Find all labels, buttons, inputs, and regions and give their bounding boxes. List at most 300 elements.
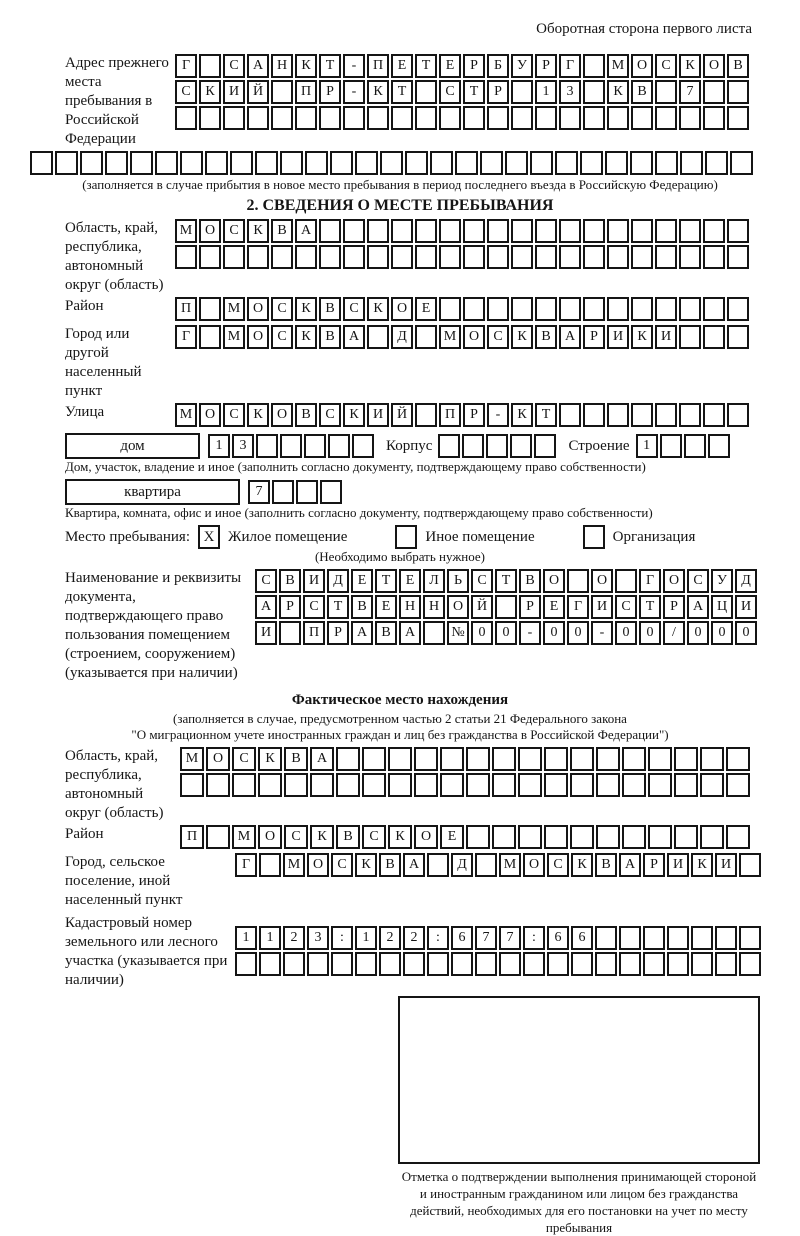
mesto-row xyxy=(65,525,770,549)
char-cell: Е xyxy=(351,569,373,593)
kvartira-cells xyxy=(248,480,344,504)
char-cell: Г xyxy=(639,569,661,593)
char-cell xyxy=(708,434,730,458)
char-cell: С xyxy=(271,297,293,321)
char-cell: Е xyxy=(543,595,565,619)
char-cell: Р xyxy=(535,54,557,78)
char-cell xyxy=(336,747,360,771)
char-cell xyxy=(247,245,269,269)
char-cell xyxy=(487,245,509,269)
field-raion xyxy=(30,297,770,323)
korpus-label: Корпус xyxy=(386,437,433,454)
char-cell xyxy=(492,747,516,771)
char-cell: Й xyxy=(391,403,413,427)
oblast-2-row-2 xyxy=(180,773,770,797)
char-cell: П xyxy=(439,403,461,427)
char-cell: А xyxy=(255,595,277,619)
char-cell: Н xyxy=(423,595,445,619)
char-cell: О xyxy=(447,595,469,619)
char-cell xyxy=(427,853,449,877)
char-cell xyxy=(535,245,557,269)
char-cell: Т xyxy=(415,54,437,78)
char-cell xyxy=(199,297,221,321)
char-cell: В xyxy=(319,325,341,349)
char-cell xyxy=(295,245,317,269)
char-cell: И xyxy=(223,80,245,104)
char-cell: Д xyxy=(451,853,473,877)
prev-address-row-3 xyxy=(175,106,770,130)
char-cell: Р xyxy=(463,54,485,78)
char-cell: И xyxy=(255,621,277,645)
char-cell xyxy=(567,569,589,593)
char-cell xyxy=(30,151,53,175)
char-cell: С xyxy=(223,219,245,243)
char-cell xyxy=(180,773,204,797)
char-cell: В xyxy=(295,403,317,427)
char-cell: К xyxy=(388,825,412,849)
char-cell xyxy=(463,106,485,130)
char-cell xyxy=(727,403,749,427)
char-cell xyxy=(492,773,516,797)
char-cell xyxy=(505,151,528,175)
gorod-2-label: Город, сельское поселение, иной населенный пункт xyxy=(65,854,183,908)
gorod-label: Город или другой населенный пункт xyxy=(65,326,142,399)
char-cell xyxy=(619,926,641,950)
char-cell xyxy=(255,151,278,175)
char-cell xyxy=(655,245,677,269)
prev-address-label: Адрес прежнего места пребывания в Российской Федерации xyxy=(65,55,169,147)
char-cell: Р xyxy=(279,595,301,619)
char-cell xyxy=(559,297,581,321)
stroenie-cells xyxy=(636,434,732,458)
char-cell xyxy=(343,245,365,269)
char-cell: К xyxy=(295,54,317,78)
char-cell xyxy=(319,245,341,269)
char-cell: А xyxy=(559,325,581,349)
char-cell xyxy=(622,773,646,797)
char-cell: А xyxy=(247,54,269,78)
char-cell: К xyxy=(679,54,701,78)
char-cell xyxy=(703,219,725,243)
char-cell xyxy=(175,106,197,130)
char-cell: Ц xyxy=(711,595,733,619)
char-cell xyxy=(343,106,365,130)
char-cell xyxy=(487,297,509,321)
char-cell xyxy=(439,297,461,321)
char-cell: Р xyxy=(583,325,605,349)
char-cell: О xyxy=(663,569,685,593)
char-cell: - xyxy=(519,621,541,645)
char-cell xyxy=(544,747,568,771)
char-cell xyxy=(362,747,386,771)
char-cell xyxy=(379,952,401,976)
char-cell: 0 xyxy=(735,621,757,645)
char-cell xyxy=(307,952,329,976)
char-cell xyxy=(230,151,253,175)
char-cell xyxy=(486,434,508,458)
char-cell: О xyxy=(206,747,230,771)
char-cell xyxy=(415,219,437,243)
char-cell: В xyxy=(379,853,401,877)
char-cell: Н xyxy=(399,595,421,619)
char-cell xyxy=(271,80,293,104)
stamp-box xyxy=(398,996,760,1164)
char-cell xyxy=(463,245,485,269)
prev-address-row-4 xyxy=(30,151,770,175)
char-cell xyxy=(499,952,521,976)
char-cell: М xyxy=(232,825,256,849)
char-cell: И xyxy=(715,853,737,877)
doc-row-3 xyxy=(255,621,770,645)
char-cell: И xyxy=(303,569,325,593)
char-cell: 2 xyxy=(379,926,401,950)
char-cell xyxy=(595,926,617,950)
char-cell xyxy=(583,245,605,269)
raion-label: Район xyxy=(65,298,104,314)
field-oblast xyxy=(30,219,770,295)
char-cell: И xyxy=(607,325,629,349)
char-cell xyxy=(511,106,533,130)
char-cell xyxy=(343,219,365,243)
char-cell: Й xyxy=(247,80,269,104)
char-cell xyxy=(679,325,701,349)
char-cell xyxy=(415,80,437,104)
char-cell: М xyxy=(439,325,461,349)
char-cell xyxy=(655,151,678,175)
dom-caption: Дом, участок, владение и иное (заполнить согласно документу, подтверждающему право собственности) xyxy=(65,459,646,474)
char-cell xyxy=(727,219,749,243)
char-cell: К xyxy=(631,325,653,349)
char-cell xyxy=(523,952,545,976)
field-gorod xyxy=(30,325,770,401)
char-cell: С xyxy=(303,595,325,619)
char-cell: С xyxy=(487,325,509,349)
char-cell: П xyxy=(367,54,389,78)
char-cell: С xyxy=(439,80,461,104)
doc-row-1 xyxy=(255,569,770,593)
char-cell xyxy=(199,325,221,349)
raion-2-label: Район xyxy=(65,826,104,842)
char-cell xyxy=(596,825,620,849)
char-cell xyxy=(328,434,350,458)
char-cell xyxy=(511,245,533,269)
char-cell: Б xyxy=(487,54,509,78)
actual-location-caption-1: (заполняется в случае, предусмотренном частью 2 статьи 21 Федерального закона xyxy=(173,711,627,726)
char-cell xyxy=(667,926,689,950)
char-cell xyxy=(367,245,389,269)
checkbox-zhiloe: X xyxy=(198,525,220,549)
option-organizatsiya-label: Организация xyxy=(612,528,696,545)
char-cell xyxy=(279,621,301,645)
char-cell: П xyxy=(303,621,325,645)
char-cell: А xyxy=(403,853,425,877)
char-cell xyxy=(570,773,594,797)
char-cell xyxy=(247,106,269,130)
char-cell xyxy=(631,297,653,321)
char-cell xyxy=(571,952,593,976)
char-cell xyxy=(619,952,641,976)
prev-address-row-2 xyxy=(175,80,770,104)
char-cell: Т xyxy=(319,54,341,78)
char-cell xyxy=(674,773,698,797)
ulitsa-row xyxy=(175,403,770,427)
stamp-caption: Отметка о подтверждении выполнения принимающей стороной и иностранным гражданином или лицом без гражданства действий, необходимых для его постановки на учет по месту пребывания xyxy=(401,1169,757,1235)
char-cell: О xyxy=(391,297,413,321)
char-cell xyxy=(679,219,701,243)
char-cell xyxy=(403,952,425,976)
field-oblast-2 xyxy=(30,747,770,823)
char-cell xyxy=(336,773,360,797)
char-cell: О xyxy=(199,219,221,243)
char-cell: С xyxy=(223,54,245,78)
char-cell: К xyxy=(355,853,377,877)
char-cell xyxy=(674,747,698,771)
char-cell xyxy=(175,245,197,269)
char-cell: 7 xyxy=(679,80,701,104)
char-cell: А xyxy=(343,325,365,349)
char-cell xyxy=(705,151,728,175)
char-cell xyxy=(511,219,533,243)
char-cell: : xyxy=(427,926,449,950)
char-cell: Д xyxy=(327,569,349,593)
char-cell xyxy=(703,245,725,269)
char-cell xyxy=(655,80,677,104)
char-cell xyxy=(304,434,326,458)
raion-row xyxy=(175,297,770,321)
char-cell xyxy=(367,325,389,349)
char-cell xyxy=(715,952,737,976)
char-cell xyxy=(439,219,461,243)
char-cell: Г xyxy=(175,54,197,78)
char-cell: Т xyxy=(535,403,557,427)
char-cell xyxy=(405,151,428,175)
char-cell: Г xyxy=(235,853,257,877)
char-cell xyxy=(660,434,682,458)
char-cell xyxy=(388,773,412,797)
char-cell: Е xyxy=(375,595,397,619)
char-cell: К xyxy=(247,403,269,427)
char-cell xyxy=(691,926,713,950)
char-cell: К xyxy=(511,325,533,349)
char-cell xyxy=(700,773,724,797)
char-cell: С xyxy=(232,747,256,771)
prev-address-caption: (заполняется в случае прибытия в новое место пребывания в период последнего въезда в Российскую Федерацию) xyxy=(82,177,718,192)
char-cell xyxy=(622,747,646,771)
char-cell xyxy=(547,952,569,976)
char-cell: С xyxy=(471,569,493,593)
kvartira-row xyxy=(65,479,770,505)
char-cell: - xyxy=(487,403,509,427)
char-cell: 2 xyxy=(283,926,305,950)
char-cell: М xyxy=(223,297,245,321)
char-cell: С xyxy=(687,569,709,593)
char-cell: К xyxy=(247,219,269,243)
char-cell: В xyxy=(279,569,301,593)
char-cell xyxy=(295,106,317,130)
field-gorod-2 xyxy=(30,853,770,910)
char-cell: Р xyxy=(463,403,485,427)
char-cell: А xyxy=(310,747,334,771)
char-cell xyxy=(475,853,497,877)
char-cell: О xyxy=(271,403,293,427)
char-cell: Д xyxy=(391,325,413,349)
char-cell xyxy=(258,773,282,797)
char-cell: Т xyxy=(495,569,517,593)
char-cell: 0 xyxy=(615,621,637,645)
char-cell: В xyxy=(351,595,373,619)
char-cell: У xyxy=(711,569,733,593)
char-cell xyxy=(596,773,620,797)
char-cell xyxy=(631,403,653,427)
raion-2-row xyxy=(180,825,770,849)
char-cell xyxy=(475,952,497,976)
char-cell: 1 xyxy=(535,80,557,104)
char-cell xyxy=(679,403,701,427)
char-cell: Е xyxy=(439,54,461,78)
char-cell xyxy=(199,245,221,269)
char-cell xyxy=(439,106,461,130)
char-cell xyxy=(583,54,605,78)
char-cell xyxy=(283,952,305,976)
char-cell xyxy=(271,106,293,130)
char-cell xyxy=(391,245,413,269)
char-cell: Т xyxy=(391,80,413,104)
char-cell xyxy=(331,952,353,976)
char-cell: М xyxy=(180,747,204,771)
char-cell: С xyxy=(223,403,245,427)
field-doc xyxy=(30,569,770,683)
char-cell xyxy=(440,773,464,797)
char-cell: 7 xyxy=(475,926,497,950)
char-cell: 6 xyxy=(547,926,569,950)
char-cell xyxy=(530,151,553,175)
char-cell: А xyxy=(619,853,641,877)
char-cell: В xyxy=(631,80,653,104)
char-cell xyxy=(607,245,629,269)
char-cell xyxy=(380,151,403,175)
char-cell: Н xyxy=(271,54,293,78)
char-cell xyxy=(391,106,413,130)
char-cell xyxy=(232,773,256,797)
char-cell xyxy=(415,325,437,349)
char-cell xyxy=(655,106,677,130)
char-cell xyxy=(703,403,725,427)
char-cell: 0 xyxy=(495,621,517,645)
char-cell: 1 xyxy=(259,926,281,950)
char-cell xyxy=(631,219,653,243)
char-cell xyxy=(703,80,725,104)
char-cell xyxy=(680,151,703,175)
stamp-area xyxy=(398,996,760,1236)
char-cell xyxy=(310,773,334,797)
char-cell: В xyxy=(595,853,617,877)
char-cell: К xyxy=(367,297,389,321)
char-cell xyxy=(355,952,377,976)
char-cell xyxy=(259,853,281,877)
char-cell xyxy=(271,245,293,269)
prev-address-row-1 xyxy=(175,54,770,78)
char-cell xyxy=(739,952,761,976)
char-cell xyxy=(280,434,302,458)
char-cell xyxy=(180,151,203,175)
char-cell xyxy=(223,106,245,130)
char-cell: П xyxy=(180,825,204,849)
actual-location-caption-2: "О миграционном учете иностранных граждан и лиц без гражданства в Российской Федерации") xyxy=(131,727,669,742)
char-cell: В xyxy=(519,569,541,593)
char-cell xyxy=(703,106,725,130)
actual-location-title: Фактическое место нахождения xyxy=(291,692,509,708)
char-cell: О xyxy=(631,54,653,78)
char-cell xyxy=(643,926,665,950)
char-cell xyxy=(80,151,103,175)
char-cell: Р xyxy=(643,853,665,877)
char-cell: В xyxy=(336,825,360,849)
char-cell xyxy=(559,403,581,427)
oblast-2-label: Область, край, республика, автономный округ (область) xyxy=(65,748,164,821)
char-cell xyxy=(583,106,605,130)
char-cell xyxy=(596,747,620,771)
char-cell xyxy=(583,297,605,321)
char-cell: К xyxy=(199,80,221,104)
char-cell xyxy=(607,297,629,321)
char-cell xyxy=(492,825,516,849)
char-cell: М xyxy=(607,54,629,78)
char-cell: Г xyxy=(175,325,197,349)
char-cell: Р xyxy=(487,80,509,104)
char-cell xyxy=(679,106,701,130)
doc-label: Наименование и реквизиты документа, подтверждающего право пользования помещением (строением, сооружением) (указывается при наличии) xyxy=(65,570,242,681)
char-cell xyxy=(631,106,653,130)
mesto-label: Место пребывания: xyxy=(65,528,190,545)
char-cell: Е xyxy=(440,825,464,849)
char-cell: К xyxy=(343,403,365,427)
char-cell xyxy=(727,325,749,349)
char-cell xyxy=(199,54,221,78)
char-cell xyxy=(726,773,750,797)
char-cell: О xyxy=(414,825,438,849)
oblast-label: Область, край, республика, автономный округ (область) xyxy=(65,220,164,293)
char-cell xyxy=(726,825,750,849)
char-cell xyxy=(607,106,629,130)
char-cell xyxy=(583,403,605,427)
char-cell: И xyxy=(591,595,613,619)
char-cell: О xyxy=(463,325,485,349)
char-cell xyxy=(463,297,485,321)
char-cell: С xyxy=(655,54,677,78)
char-cell xyxy=(362,773,386,797)
char-cell: 1 xyxy=(636,434,658,458)
char-cell xyxy=(534,434,556,458)
char-cell: С xyxy=(175,80,197,104)
cadastre-row-1 xyxy=(235,926,770,950)
char-cell xyxy=(455,151,478,175)
checkbox-organizatsiya xyxy=(583,525,605,549)
field-ulitsa xyxy=(30,403,770,429)
char-cell: О xyxy=(247,297,269,321)
char-cell: С xyxy=(547,853,569,877)
char-cell xyxy=(414,747,438,771)
char-cell xyxy=(726,747,750,771)
char-cell xyxy=(727,80,749,104)
char-cell xyxy=(423,621,445,645)
char-cell xyxy=(700,825,724,849)
char-cell xyxy=(655,297,677,321)
char-cell xyxy=(518,747,542,771)
char-cell: К xyxy=(691,853,713,877)
char-cell: Й xyxy=(471,595,493,619)
char-cell xyxy=(415,403,437,427)
char-cell xyxy=(367,106,389,130)
